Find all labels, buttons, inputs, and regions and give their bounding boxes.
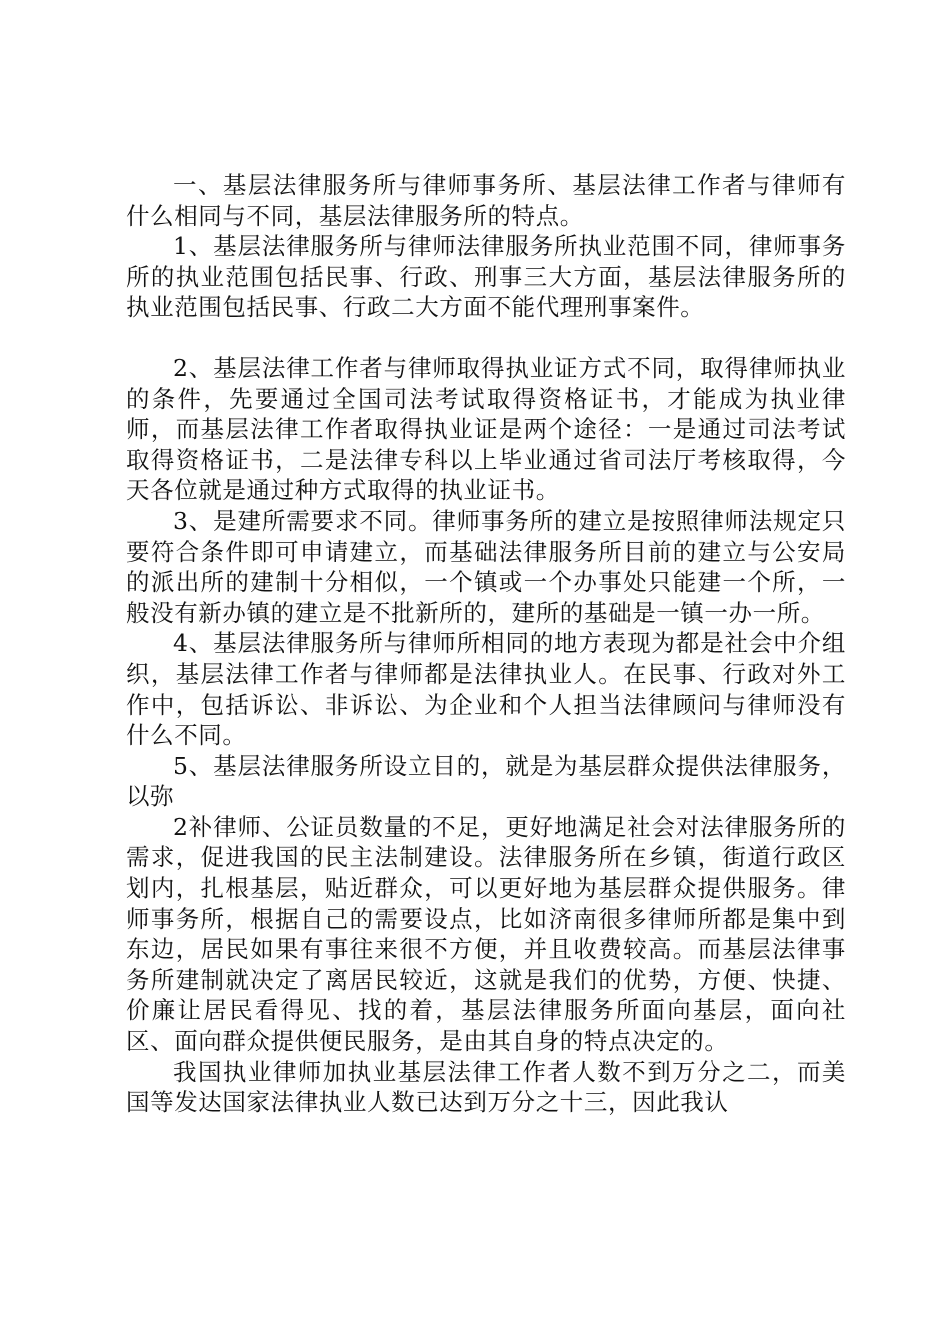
paragraph-closing: 我国执业律师加执业基层法律工作者人数不到万分之二，而美国等发达国家法律执业人数已达到万分之十三，因此我认 — [126, 1057, 846, 1117]
paragraph-point-3: 3、是建所需要求不同。律师事务所的建立是按照律师法规定只要符合条件即可申请建立，而基础法律服务所目前的建立与公安局的派出所的建制十分相似，一个镇或一个办事处只能建一个所，一般没有新办镇的建立是不批新所的，建所的基础是一镇一办一所。 — [126, 506, 846, 627]
document-body — [126, 170, 846, 1118]
paragraph-point-4: 4、基层法律服务所与律师所相同的地方表现为都是社会中介组织，基层法律工作者与律师都是法律执业人。在民事、行政对外工作中，包括诉讼、非诉讼、为企业和个人担当法律顾问与律师没有什么不同。 — [126, 629, 846, 750]
paragraph-point-5: 5、基层法律服务所设立目的，就是为基层群众提供法律服务，以弥 — [126, 751, 846, 811]
paragraph-point-1: 1、基层法律服务所与律师法律服务所执业范围不同，律师事务所的执业范围包括民事、行政、刑事三大方面，基层法律服务所的执业范围包括民事、行政二大方面不能代理刑事案件。 — [126, 232, 846, 322]
paragraph-heading: 一、基层法律服务所与律师事务所、基层法律工作者与律师有什么相同与不同，基层法律服务所的特点。 — [126, 171, 846, 230]
paragraph-continuation: 2补律师、公证员数量的不足，更好地满足社会对法律服务所的需求，促进我国的民主法制建设。法律服务所在乡镇，街道行政区划内，扎根基层，贴近群众，可以更好地为基层群众提供服务。律师事务所，根据自己的需要设点，比如济南很多律师所都是集中到东边，居民如果有事往来很不方便，并且收费较高。而基层法律事务所建制就决定了离居民较近，这就是我们的优势，方便、快捷、价廉让居民看得见、找的着，基层法律服务所面向基层，面向社区、面向群众提供便民服务，是由其自身的特点决定的。 — [126, 812, 846, 1056]
paragraph-point-2: 2、基层法律工作者与律师取得执业证方式不同，取得律师执业的条件，先要通过全国司法考试取得资格证书，才能成为执业律师，而基层法律工作者取得执业证是两个途径：一是通过司法考试取得资格证书，二是法律专科以上毕业通过省司法厅考核取得，今天各位就是通过种方式取得的执业证书。 — [126, 353, 846, 505]
